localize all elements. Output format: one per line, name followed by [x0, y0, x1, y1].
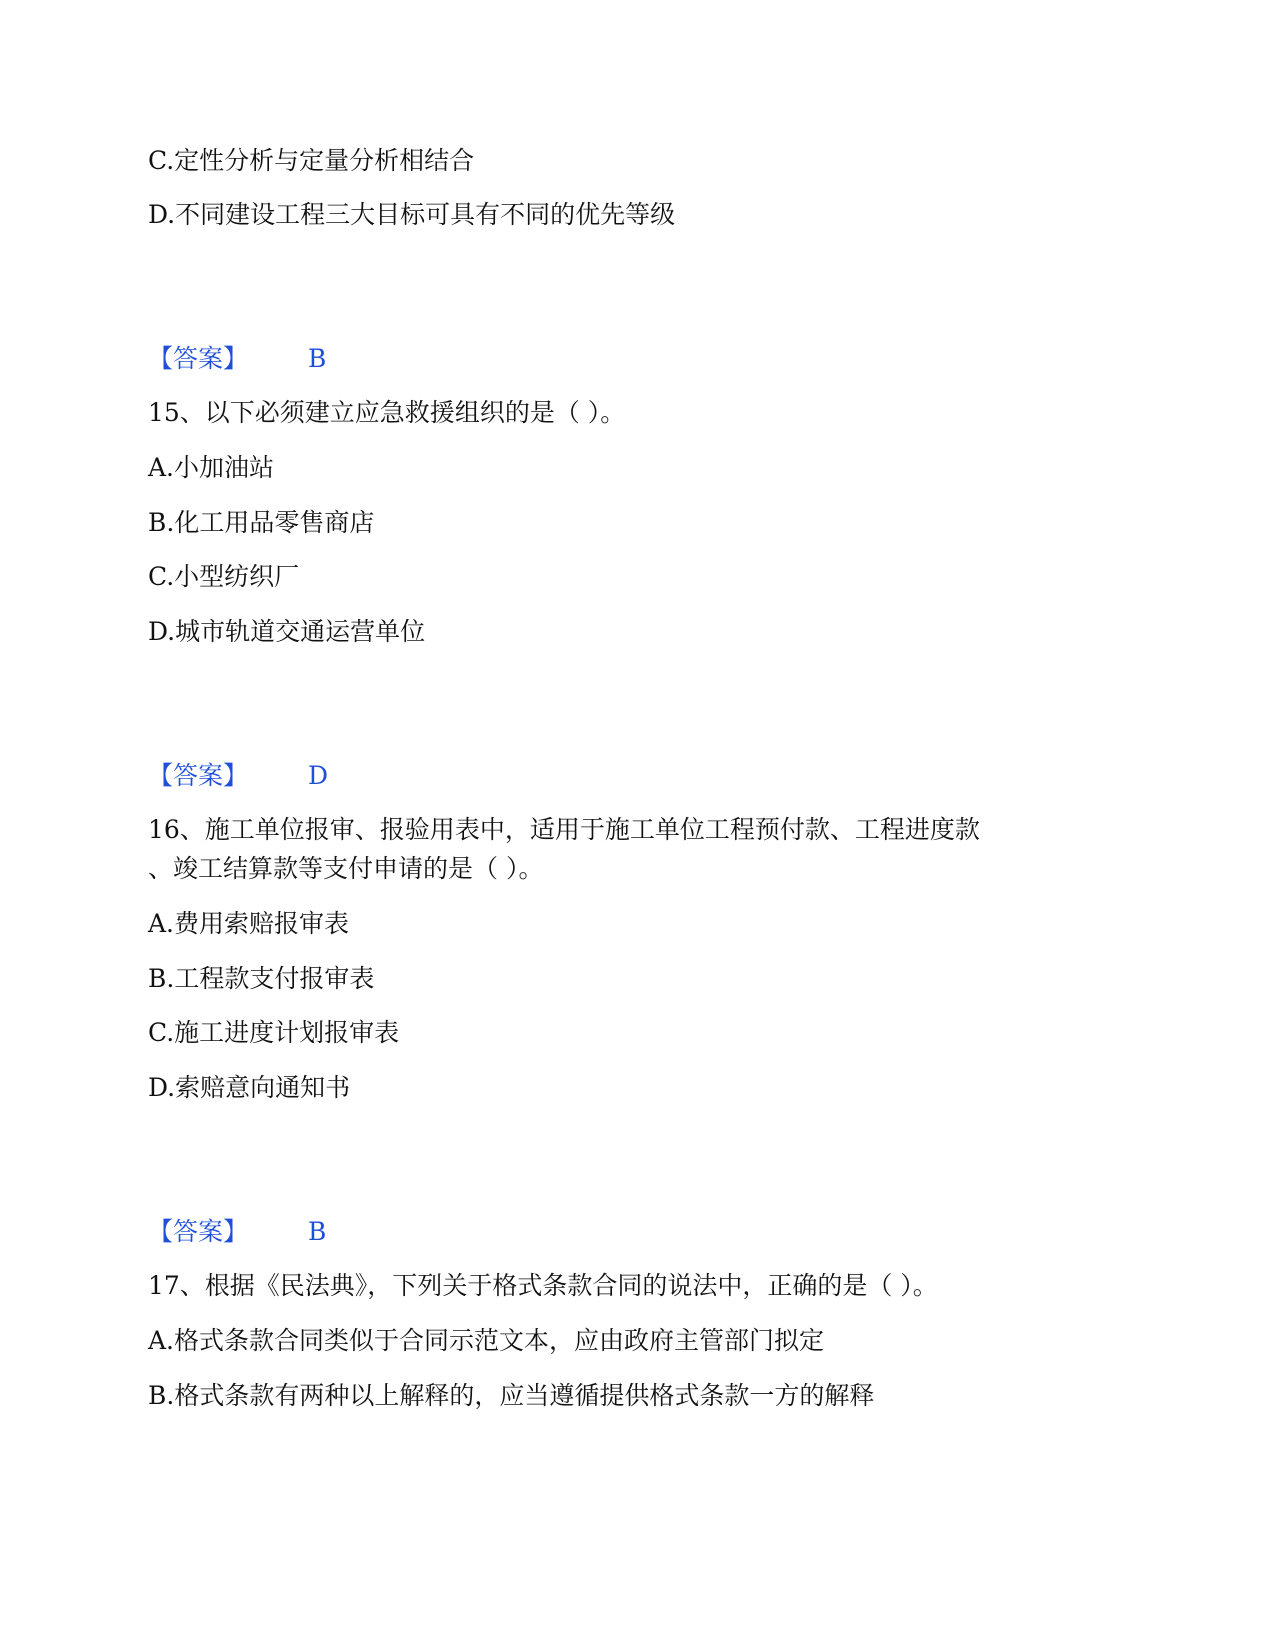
q16-option-a: A.费用索赔报审表: [148, 909, 350, 938]
q15-stem: 15、以下必须建立应急救援组织的是（ ）。: [148, 398, 626, 427]
q14-option-c: C.定性分析与定量分析相结合: [148, 146, 475, 175]
q16-answer-row: [148, 1217, 327, 1247]
q15-option-d: D.城市轨道交通运营单位: [148, 617, 426, 646]
q16-option-d: D.索赔意向通知书: [148, 1073, 351, 1102]
q15-option-c: C.小型纺织厂: [148, 562, 300, 591]
q15-answer-label: 【答案】: [148, 761, 249, 790]
q16-stem-line2: 、竣工结算款等支付申请的是（ ）。: [148, 854, 544, 883]
q16-option-b: B.工程款支付报审表: [148, 964, 375, 993]
q14-answer-row: [148, 344, 327, 374]
q16-stem-line1: 16、施工单位报审、报验用表中，适用于施工单位工程预付款、工程进度款: [148, 815, 980, 844]
q15-option-b: B.化工用品零售商店: [148, 508, 375, 537]
q14-answer-label: 【答案】: [148, 344, 249, 373]
q15-answer-value: D: [308, 761, 329, 790]
q17-stem: 17、根据《民法典》，下列关于格式条款合同的说法中，正确的是（ ）。: [148, 1271, 938, 1300]
q16-answer-value: B: [308, 1217, 327, 1246]
q14-answer-value: B: [308, 344, 327, 373]
q16-answer-label: 【答案】: [148, 1217, 249, 1246]
q14-option-d: D.不同建设工程三大目标可具有不同的优先等级: [148, 200, 676, 229]
q16-option-c: C.施工进度计划报审表: [148, 1018, 400, 1047]
q17-option-a: A.格式条款合同类似于合同示范文本，应由政府主管部门拟定: [148, 1326, 825, 1355]
q15-option-a: A.小加油站: [148, 453, 275, 482]
q15-answer-row: [148, 761, 329, 791]
q17-option-b: B.格式条款有两种以上解释的，应当遵循提供格式条款一方的解释: [148, 1381, 875, 1410]
